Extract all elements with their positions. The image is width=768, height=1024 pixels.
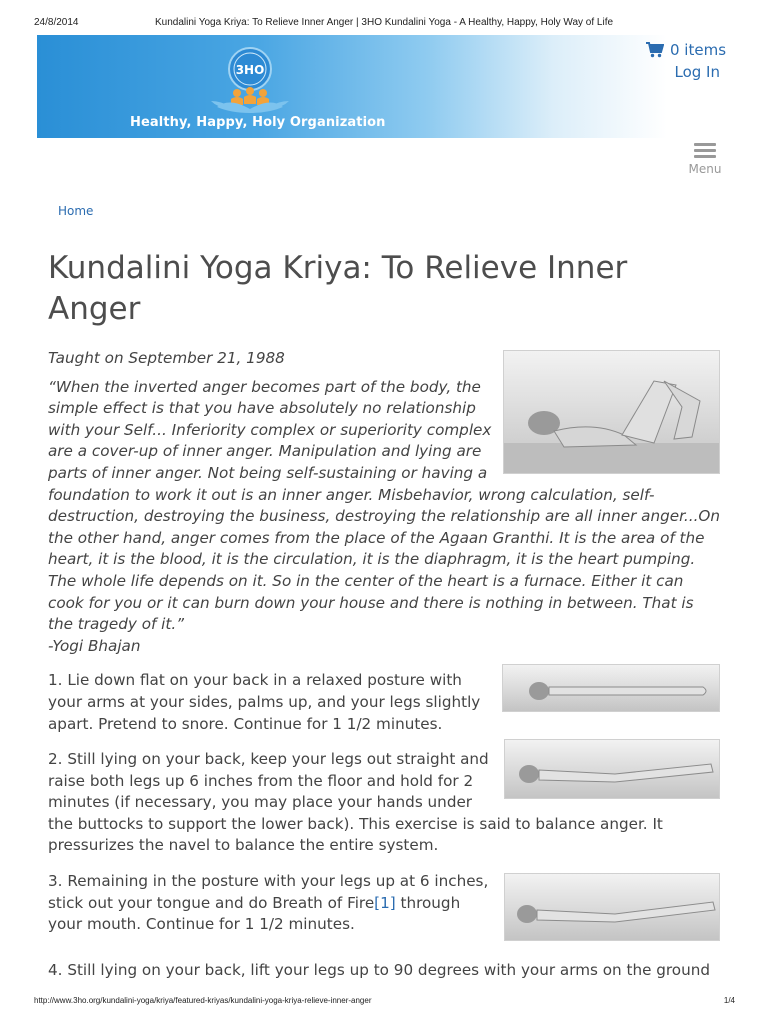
step-3-text-start: 3. Remaining in the posture with your legs up at 6 inches, stick out your tongue and do Breath of Fire (48, 872, 489, 912)
svg-text:3HO: 3HO (235, 63, 265, 77)
quote-attribution: -Yogi Bhajan (48, 636, 141, 655)
print-page-number: 1/4 (723, 996, 735, 1005)
cart-link[interactable] (646, 40, 726, 60)
footnote-link-1[interactable]: [1] (374, 893, 396, 912)
print-footer (0, 996, 768, 1008)
print-title: Kundalini Yoga Kriya: To Relieve Inner Anger | 3HO Kundalini Yoga - A Healthy, Happy, Holy Way of Life (154, 17, 614, 28)
menu-label: Menu (688, 162, 722, 176)
print-date: 24/8/2014 (34, 17, 79, 28)
print-header (0, 17, 768, 31)
step-4-text: 4. Still lying on your back, lift your legs up to 90 degrees with your arms on the ground (48, 960, 710, 979)
3ho-logo[interactable] (209, 41, 291, 119)
shopping-cart-icon (646, 42, 664, 58)
step2-photo (504, 739, 720, 799)
bridge-pose-photo (503, 350, 720, 474)
cart-label: 0 items (670, 41, 727, 59)
quote-text: “When the inverted anger becomes part of the body, the simple effect is that you have absolutely no relationship with your Self... Inferiority complex or superiority complex are a cover-up of inner anger. Manipulation and lying are parts of inner anger. Not being self-sustaining or having a foundation to work it out is an inner anger. Misbehavior, wrong calculation, self-destruction, destroying the business, destroying the relationship are all inner anger...On the other hand, anger comes from the place of the Agaan Granthi. It is the area of the heart, it is the blood, it is the circulation, it is the diaphragm, it is the heart pumping. The whole life depends on it. So in the center of the heart is a furnace. Either it can cook for you or it can burn down your house and there is nothing in between. That is the tragedy of it.” (48, 377, 720, 634)
taught-date: Taught on September 21, 1988 (48, 349, 285, 367)
step-2-text: 2. Still lying on your back, keep your legs out straight and raise both legs up 6 inches from the floor and hold for 2 minutes (if necessary, you may place your hands under the buttocks to support the lower back). This exercise is said to balance anger. It pressurizes the navel to balance the entire system. (48, 750, 663, 855)
login-link[interactable]: Log In (674, 63, 720, 81)
menu-button[interactable] (684, 142, 726, 178)
breadcrumb-home[interactable]: Home (58, 204, 94, 218)
tagline: Healthy, Happy, Holy Organization (130, 115, 386, 130)
site-banner[interactable] (37, 35, 667, 138)
hamburger-icon (694, 143, 716, 158)
step1-photo (502, 664, 720, 712)
article-body (48, 348, 720, 995)
step-3-text-end: through your mouth. Continue for 1 1/2 minutes. (48, 893, 461, 934)
print-url: http://www.3ho.org/kundalini-yoga/kriya/featured-kriyas/kundalini-yoga-kriya-relieve-inner-anger (34, 996, 372, 1005)
page-title: Kundalini Yoga Kriya: To Relieve Inner Anger (48, 250, 628, 327)
step3-photo (504, 873, 720, 941)
step-1-text: 1. Lie down flat on your back in a relaxed posture with your arms at your sides, palms up, and your legs slightly apart. Pretend to snore. Continue for 1 1/2 minutes. (48, 671, 481, 733)
